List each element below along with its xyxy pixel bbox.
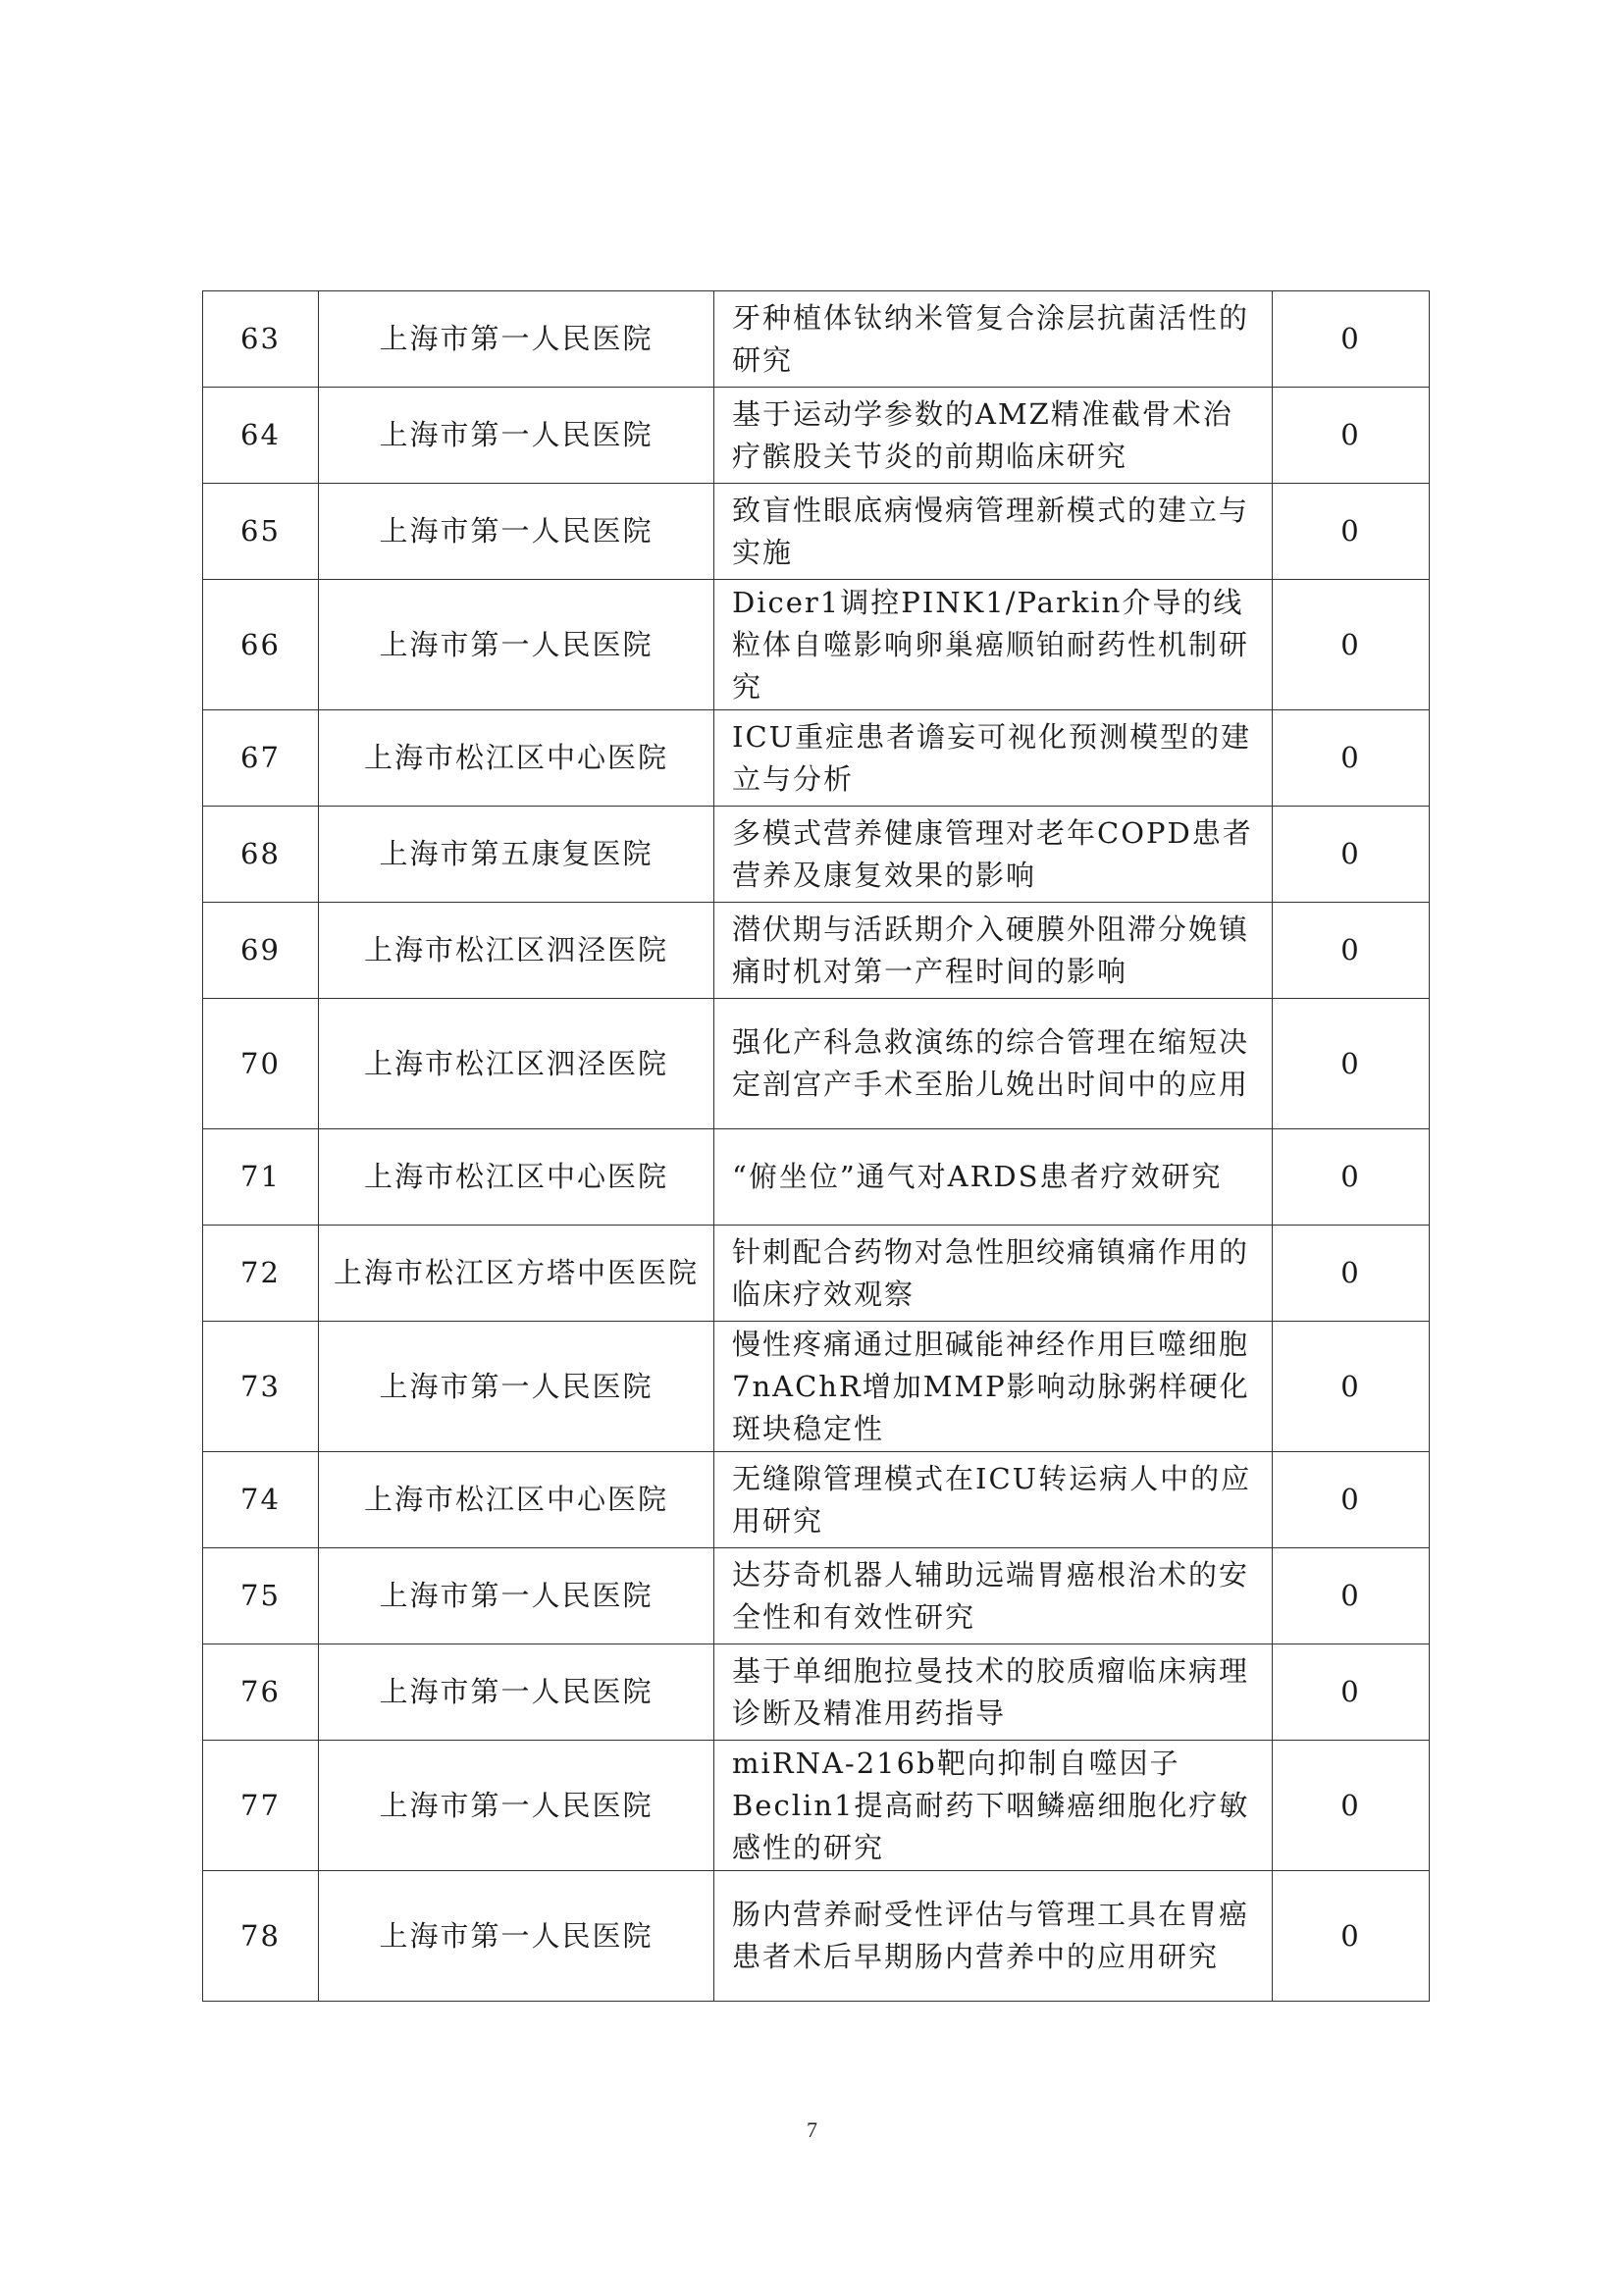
row-number: 73 <box>203 1322 319 1452</box>
organization-cell: 上海市松江区中心医院 <box>319 1452 714 1548</box>
table-row <box>203 1322 1430 1452</box>
row-number: 72 <box>203 1226 319 1322</box>
value-cell: 0 <box>1273 1322 1430 1452</box>
organization-cell: 上海市第一人民医院 <box>319 1548 714 1644</box>
organization-cell: 上海市第一人民医院 <box>319 1871 714 2002</box>
value-cell: 0 <box>1273 1548 1430 1644</box>
row-number: 69 <box>203 903 319 999</box>
table-row <box>203 1129 1430 1226</box>
table-row <box>203 1226 1430 1322</box>
organization-cell: 上海市松江区中心医院 <box>319 1129 714 1226</box>
organization-cell: 上海市第一人民医院 <box>319 484 714 580</box>
table-row <box>203 580 1430 710</box>
value-cell: 0 <box>1273 807 1430 903</box>
table-row <box>203 999 1430 1129</box>
project-title-cell: 牙种植体钛纳米管复合涂层抗菌活性的研究 <box>714 291 1273 388</box>
project-title-cell: 潜伏期与活跃期介入硬膜外阻滞分娩镇痛时机对第一产程时间的影响 <box>714 903 1273 999</box>
row-number: 76 <box>203 1644 319 1741</box>
organization-cell: 上海市第一人民医院 <box>319 1741 714 1871</box>
project-title-cell: “俯坐位”通气对ARDS患者疗效研究 <box>714 1129 1273 1226</box>
row-number: 74 <box>203 1452 319 1548</box>
table-row <box>203 1741 1430 1871</box>
organization-cell: 上海市第一人民医院 <box>319 291 714 388</box>
page-number: 7 <box>807 2117 817 2142</box>
organization-cell: 上海市第一人民医院 <box>319 1644 714 1741</box>
row-number: 71 <box>203 1129 319 1226</box>
row-number: 70 <box>203 999 319 1129</box>
table-row <box>203 291 1430 388</box>
row-number: 77 <box>203 1741 319 1871</box>
project-title-cell: miRNA-216b靶向抑制自噬因子Beclin1提高耐药下咽鳞癌细胞化疗敏感性的研究 <box>714 1741 1273 1871</box>
row-number: 68 <box>203 807 319 903</box>
row-number: 64 <box>203 388 319 484</box>
value-cell: 0 <box>1273 388 1430 484</box>
table-row <box>203 1644 1430 1741</box>
project-title-cell: 肠内营养耐受性评估与管理工具在胃癌患者术后早期肠内营养中的应用研究 <box>714 1871 1273 2002</box>
value-cell: 0 <box>1273 1871 1430 2002</box>
table-row <box>203 388 1430 484</box>
project-table <box>202 290 1430 2002</box>
project-title-cell: 针刺配合药物对急性胆绞痛镇痛作用的临床疗效观察 <box>714 1226 1273 1322</box>
organization-cell: 上海市第五康复医院 <box>319 807 714 903</box>
organization-cell: 上海市松江区中心医院 <box>319 710 714 807</box>
row-number: 66 <box>203 580 319 710</box>
organization-cell: 上海市第一人民医院 <box>319 1322 714 1452</box>
table-row <box>203 1548 1430 1644</box>
value-cell: 0 <box>1273 484 1430 580</box>
value-cell: 0 <box>1273 1741 1430 1871</box>
value-cell: 0 <box>1273 1644 1430 1741</box>
project-title-cell: 无缝隙管理模式在ICU转运病人中的应用研究 <box>714 1452 1273 1548</box>
value-cell: 0 <box>1273 1129 1430 1226</box>
project-title-cell: 达芬奇机器人辅助远端胃癌根治术的安全性和有效性研究 <box>714 1548 1273 1644</box>
organization-cell: 上海市松江区方塔中医医院 <box>319 1226 714 1322</box>
table-row <box>203 807 1430 903</box>
row-number: 67 <box>203 710 319 807</box>
organization-cell: 上海市松江区泗泾医院 <box>319 999 714 1129</box>
value-cell: 0 <box>1273 291 1430 388</box>
value-cell: 0 <box>1273 903 1430 999</box>
project-title-cell: 基于单细胞拉曼技术的胶质瘤临床病理诊断及精准用药指导 <box>714 1644 1273 1741</box>
row-number: 78 <box>203 1871 319 2002</box>
project-title-cell: 致盲性眼底病慢病管理新模式的建立与实施 <box>714 484 1273 580</box>
value-cell: 0 <box>1273 580 1430 710</box>
value-cell: 0 <box>1273 999 1430 1129</box>
table-row <box>203 1452 1430 1548</box>
value-cell: 0 <box>1273 710 1430 807</box>
project-title-cell: ICU重症患者谵妄可视化预测模型的建立与分析 <box>714 710 1273 807</box>
row-number: 75 <box>203 1548 319 1644</box>
project-title-cell: 基于运动学参数的AMZ精准截骨术治疗髌股关节炎的前期临床研究 <box>714 388 1273 484</box>
row-number: 65 <box>203 484 319 580</box>
project-title-cell: 多模式营养健康管理对老年COPD患者营养及康复效果的影响 <box>714 807 1273 903</box>
organization-cell: 上海市第一人民医院 <box>319 388 714 484</box>
row-number: 63 <box>203 291 319 388</box>
table-row <box>203 710 1430 807</box>
project-title-cell: 慢性疼痛通过胆碱能神经作用巨噬细胞7nAChR增加MMP影响动脉粥样硬化斑块稳定性 <box>714 1322 1273 1452</box>
project-table-body <box>203 291 1430 2002</box>
project-title-cell: 强化产科急救演练的综合管理在缩短决定剖宫产手术至胎儿娩出时间中的应用 <box>714 999 1273 1129</box>
value-cell: 0 <box>1273 1226 1430 1322</box>
table-row <box>203 484 1430 580</box>
organization-cell: 上海市松江区泗泾医院 <box>319 903 714 999</box>
table-row <box>203 903 1430 999</box>
table-row <box>203 1871 1430 2002</box>
value-cell: 0 <box>1273 1452 1430 1548</box>
project-title-cell: Dicer1调控PINK1/Parkin介导的线粒体自噬影响卵巢癌顺铂耐药性机制研究 <box>714 580 1273 710</box>
organization-cell: 上海市第一人民医院 <box>319 580 714 710</box>
